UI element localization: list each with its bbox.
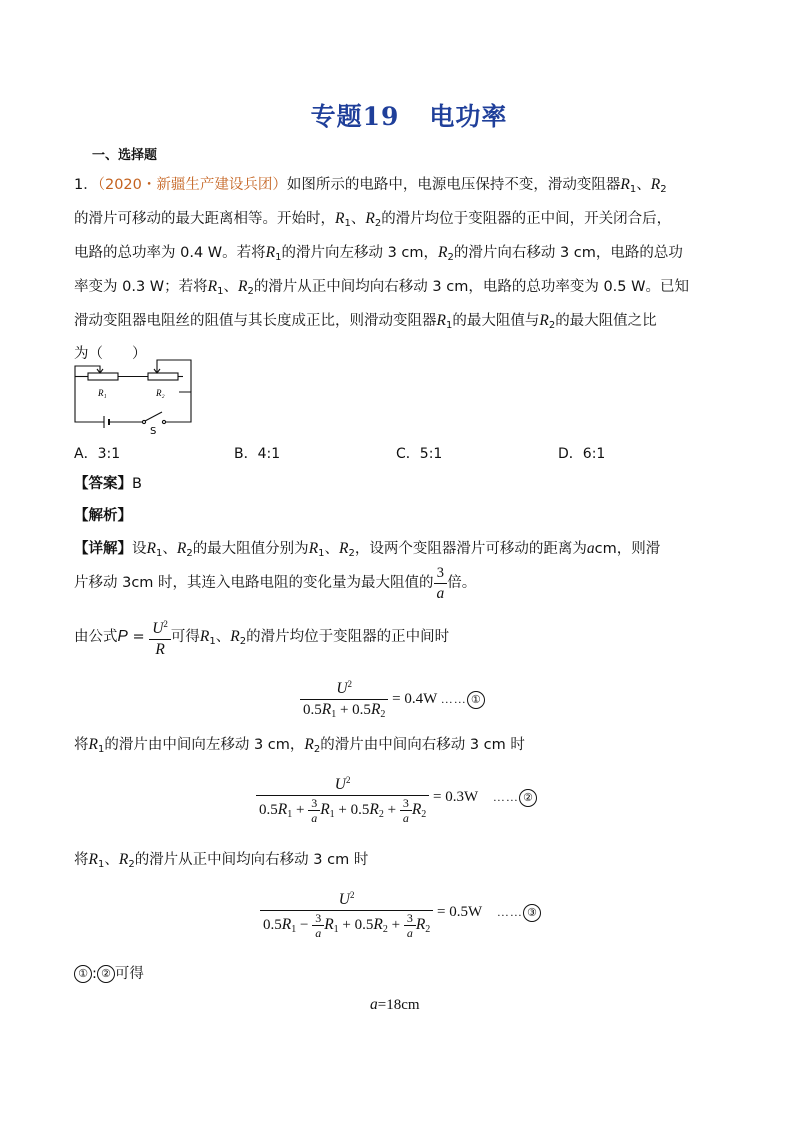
title-topic-number: 专题19 [310, 102, 400, 131]
option-b: B．4:1 [234, 446, 281, 462]
section-heading: 一、选择题 [92, 148, 158, 163]
step-3-text: 将$R_1$、$R_2$的滑片从正中间均向右移动 3 cm 时 [74, 851, 369, 870]
var-sub: 1 [629, 184, 637, 195]
fraction-u2-over-r: $\frac{U^2}{R}$ [149, 614, 171, 660]
question-number: 1． [74, 177, 98, 193]
var-sub: 1 [445, 320, 453, 331]
step-2-text: 将$R_1$的滑片由中间向左移动 3 cm，$R_2$的滑片由中间向右移动 3 cm 时 [74, 736, 525, 755]
question-text-part: 的滑片向左移动 3 cm， [281, 245, 439, 261]
var-r: R [365, 210, 375, 227]
conclusion-line: ① : ② 可得 [74, 960, 722, 989]
var-r: R [335, 210, 345, 227]
option-d: D．6:1 [558, 446, 606, 462]
var-r: R [438, 244, 448, 261]
switch-blade [145, 412, 162, 421]
formula-line: 由公式P = $\frac{U^2}{R}$ 可得$R_1$、$R_2$的滑片均位于变阻器的正中间时 [74, 614, 722, 664]
question-text-part: 的滑片可移动的最大距离相等。开始时， [74, 211, 335, 227]
var-r: R [539, 312, 549, 329]
r2-label: R₂ [156, 388, 165, 398]
var-sub: 2 [548, 320, 556, 331]
detail-tag: 【详解】 [74, 541, 132, 557]
question-source: （2020・新疆生产建设兵团） [97, 177, 287, 193]
var-r: R [650, 176, 661, 193]
answer-line [74, 470, 722, 499]
option-a: A．3:1 [74, 446, 121, 462]
question-text [74, 170, 722, 369]
question-text-part: 的最大阻值之比 [555, 313, 657, 329]
sep: 、 [350, 211, 366, 227]
title-topic-name: 电功率 [429, 102, 508, 131]
question-text-part: 率变为 0.3 W；若将 [74, 279, 208, 295]
answer-value: B [132, 476, 142, 492]
switch-label: S [150, 426, 157, 434]
sep: 、 [636, 177, 651, 193]
question-text-part: 的滑片均位于变阻器的正中间，开关闭合后， [381, 211, 672, 227]
question-text-part: 如图所示的电路中，电源电压保持不变，滑动变阻器 [286, 177, 621, 193]
equation-1: $\frac{U^2}{0.5R_1 + 0.5R_2}$ = 0.4W …… ① [300, 674, 485, 725]
equation-marker: ③ [523, 904, 541, 922]
circuit-diagram [70, 354, 200, 434]
result-line: a=18cm [370, 996, 420, 1013]
var-sub: 2 [374, 218, 382, 229]
r1-label: R₁ [98, 388, 107, 398]
var-r: R [265, 244, 276, 261]
detail-line-1: 【详解】设$R_1$、$R_2$的最大阻值分别为$R_1$、$R_2$，设两个变阻器滑片可移动的距离为acm，则滑 [74, 540, 661, 559]
equation-2: $U^2$ $0.5R_1$ + $\frac{3}{a}$ $R_1 + 0.5R_2$ + $\frac{3}{a}$ $R_2$ = 0.3W …… ② [256, 770, 537, 825]
equation-marker: ② [519, 789, 537, 807]
option-c: C．5:1 [396, 446, 443, 462]
resistor-r2-body [148, 373, 178, 380]
switch-contact [162, 420, 165, 423]
circuit-wire [166, 392, 191, 422]
var-r: R [237, 278, 248, 295]
var-sub: 1 [344, 218, 351, 229]
analysis-tag: 【解析】 [74, 508, 132, 524]
question-text-part: 滑动变阻器电阻丝的阻值与其长度成正比，则滑动变阻器 [74, 313, 437, 329]
var-sub: 2 [660, 184, 667, 195]
equation-marker: ① [467, 691, 485, 709]
question-text-part: 的最大阻值与 [452, 313, 540, 329]
question-text-part: 的滑片从正中间均向右移动 3 cm，电路的总功率变为 0.5 W。已知 [253, 279, 689, 295]
equation-3: $U^2$ $0.5R_1$ − $\frac{3}{a}$ $R_1 + 0.5R_2$ + $\frac{3}{a}$ $R_2$ = 0.5W …… ③ [260, 885, 541, 940]
var-sub: 2 [447, 252, 454, 263]
var-sub: 2 [247, 286, 254, 297]
var-r: R [436, 312, 446, 329]
circuit-wire [75, 366, 92, 392]
resistor-r1-body [88, 373, 118, 380]
var-sub: 1 [217, 286, 224, 297]
answer-tag: 【答案】 [74, 476, 132, 492]
var-r: R [620, 176, 630, 193]
sep: 、 [223, 279, 238, 295]
page-title [0, 97, 794, 133]
question-text-part: 的滑片向右移动 3 cm，电路的总功 [453, 245, 683, 261]
var-sub: 1 [275, 252, 282, 263]
question-text-part: 电路的总功率为 0.4 W。若将 [74, 245, 266, 261]
detail-line-2: 片移动 3cm 时，其连入电路电阻的变化量为最大阻值的 $\frac{3}{a}$ 倍。 [74, 564, 477, 602]
fraction-3-over-a: $\frac{3}{a}$ [434, 563, 448, 604]
var-r: R [207, 278, 218, 295]
question-text-part: 为（ ） [74, 346, 147, 362]
